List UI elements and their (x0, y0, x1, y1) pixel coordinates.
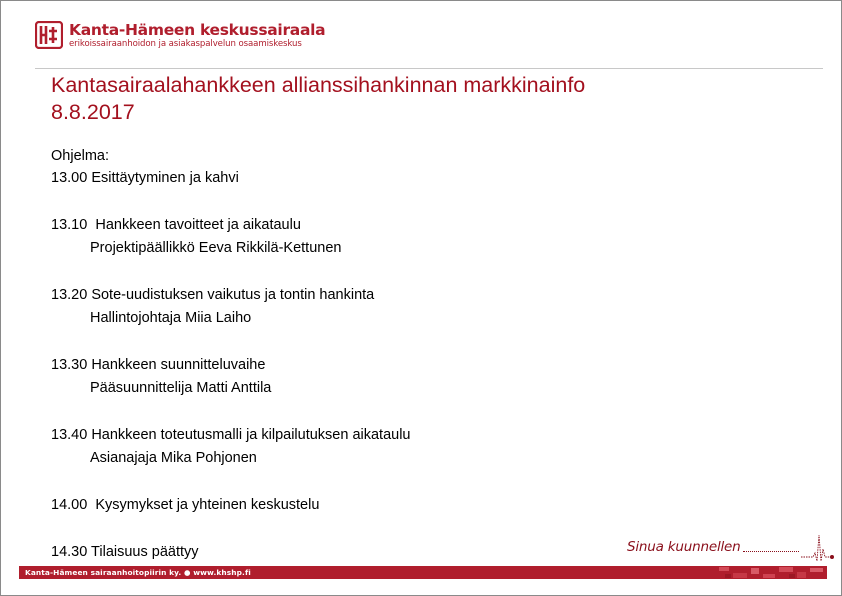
programme (51, 145, 611, 588)
programme-item (51, 354, 611, 400)
footer-bar (19, 566, 827, 579)
programme-item-presenter: Projektipäällikkö Eeva Rikkilä-Kettunen (90, 240, 342, 256)
footer-pattern-decoration (717, 566, 827, 579)
programme-item-line: 13.10 Hankkeen tavoitteet ja aikataulu (51, 217, 301, 233)
programme-item-line: 14.30 Tilaisuus päättyy (51, 544, 199, 560)
tagline-text: Sinua kuunnellen (627, 539, 741, 555)
programme-item-line: 13.30 Hankkeen suunnitteluvaihe (51, 357, 266, 373)
tagline (627, 531, 835, 555)
programme-item-presenter: Asianajaja Mika Pohjonen (90, 450, 257, 466)
programme-item-line: 13.00 Esittäytyminen ja kahvi (51, 170, 239, 186)
title-line-1: Kantasairaalahankkeen allianssihankinnan markkinainfo (51, 73, 586, 97)
programme-item (51, 284, 611, 330)
programme-item-presenter: Hallintojohtaja Miia Laiho (90, 310, 252, 326)
programme-item (51, 494, 611, 517)
programme-item-line: 13.20 Sote-uudistuksen vaikutus ja tontin hankinta (51, 287, 375, 303)
header-divider (35, 68, 823, 69)
logo-name: Kanta-Hämeen keskussairaala (69, 21, 326, 39)
title-line-2: 8.8.2017 (51, 100, 135, 124)
programme-item-line: 13.40 Hankkeen toteutusmalli ja kilpailutuksen aikataulu (51, 427, 411, 443)
programme-item-presenter: Pääsuunnittelija Matti Anttila (90, 380, 272, 396)
logo-subtitle: erikoissairaanhoidon ja asiakaspalvelun osaamiskeskus (69, 39, 302, 49)
pulse-line-icon (801, 531, 835, 565)
programme-heading: Ohjelma: (51, 148, 110, 164)
programme-item-line: 14.00 Kysymykset ja yhteinen keskustelu (51, 497, 320, 513)
tagline-dotted-line (743, 551, 799, 552)
programme-item (51, 424, 611, 470)
footer-text: Kanta-Hämeen sairaanhoitopiirin ky. ● www.khshp.fi (25, 568, 251, 577)
logo (35, 21, 325, 49)
programme-item (51, 214, 611, 260)
hospital-cross-logo-icon (35, 21, 63, 49)
page-title (51, 72, 811, 126)
programme-item (51, 541, 611, 564)
programme-item (51, 167, 611, 190)
